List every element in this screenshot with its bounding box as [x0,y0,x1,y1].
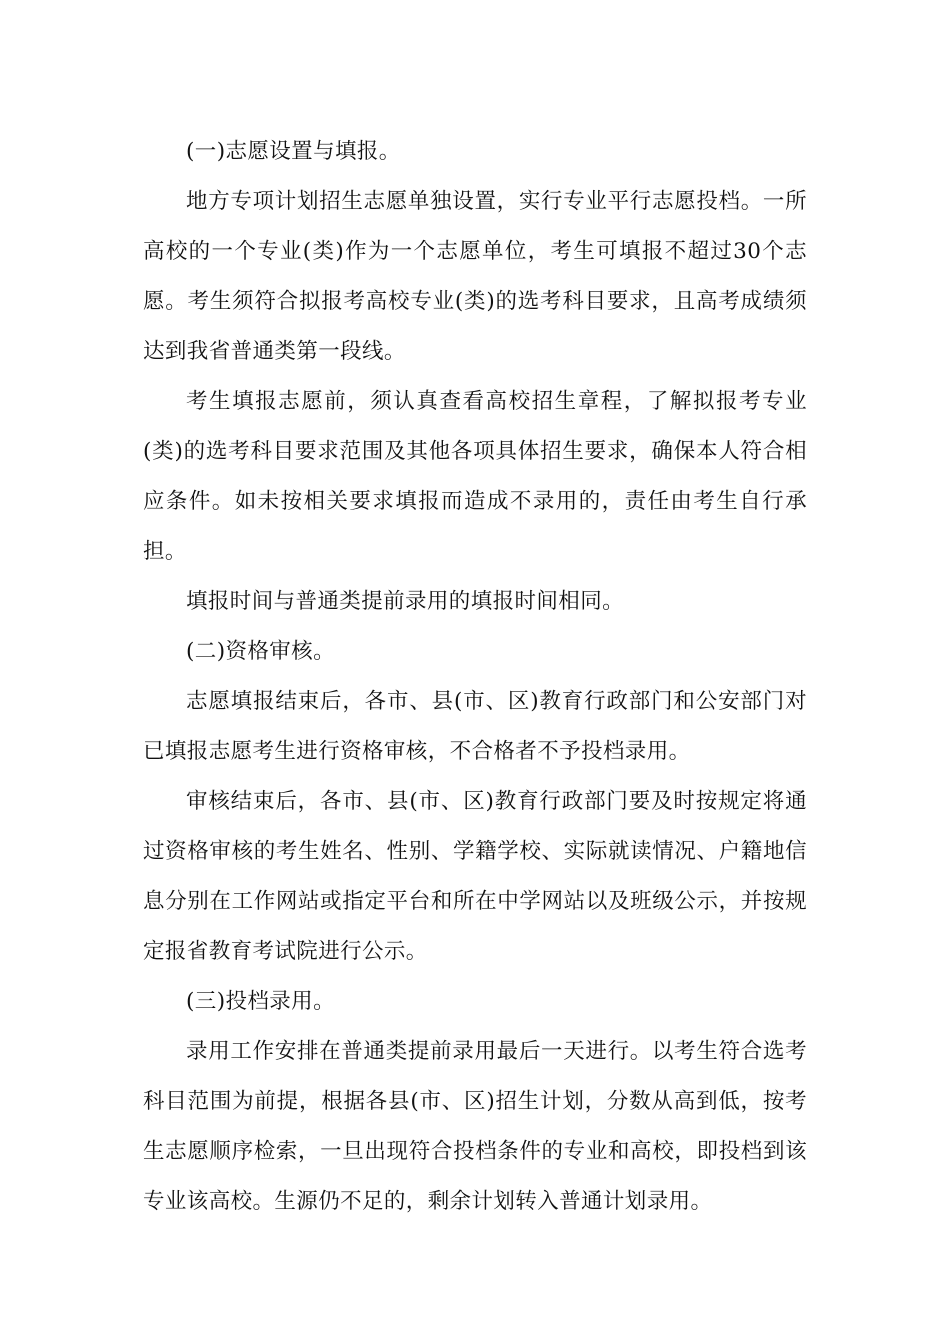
section-heading-3: (三)投档录用。 [186,989,335,1014]
paragraph-qualification-review: 志愿填报结束后，各市、县(市、区)教育行政部门和公安部门对已填报志愿考生进行资格审核，不合格者不予投档录用。 [143,689,807,764]
paragraph-filling-time: 填报时间与普通类提前录用的填报时间相同。 [186,589,625,614]
paragraph-volunteer-setup: 地方专项计划招生志愿单独设置，实行专业平行志愿投档。一所高校的一个专业(类)作为一个志愿单位，考生可填报不超过30个志愿。考生须符合拟报考高校专业(类)的选考科目要求，且高考成绩须达到我省普通类第一段线。 [143,189,807,364]
section-heading-2: (二)资格审核。 [186,639,335,664]
paragraph-before-filling: 考生填报志愿前，须认真查看高校招生章程，了解拟报考专业(类)的选考科目要求范围及其他各项具体招生要求，确保本人符合相应条件。如未按相关要求填报而造成不录用的，责任由考生自行承担。 [143,389,807,564]
paragraph-admission: 录用工作安排在普通类提前录用最后一天进行。以考生符合选考科目范围为前提，根据各县(市、区)招生计划，分数从高到低，按考生志愿顺序检索，一旦出现符合投档条件的专业和高校，即投档到该专业该高校。生源仍不足的，剩余计划转入普通计划录用。 [143,1039,807,1214]
paragraph-publicity: 审核结束后，各市、县(市、区)教育行政部门要及时按规定将通过资格审核的考生姓名、性别、学籍学校、实际就读情况、户籍地信息分别在工作网站或指定平台和所在中学网站以及班级公示，并按规定报省教育考试院进行公示。 [143,789,807,964]
document-body [143,127,807,1227]
section-heading-1: (一)志愿设置与填报。 [186,139,401,164]
